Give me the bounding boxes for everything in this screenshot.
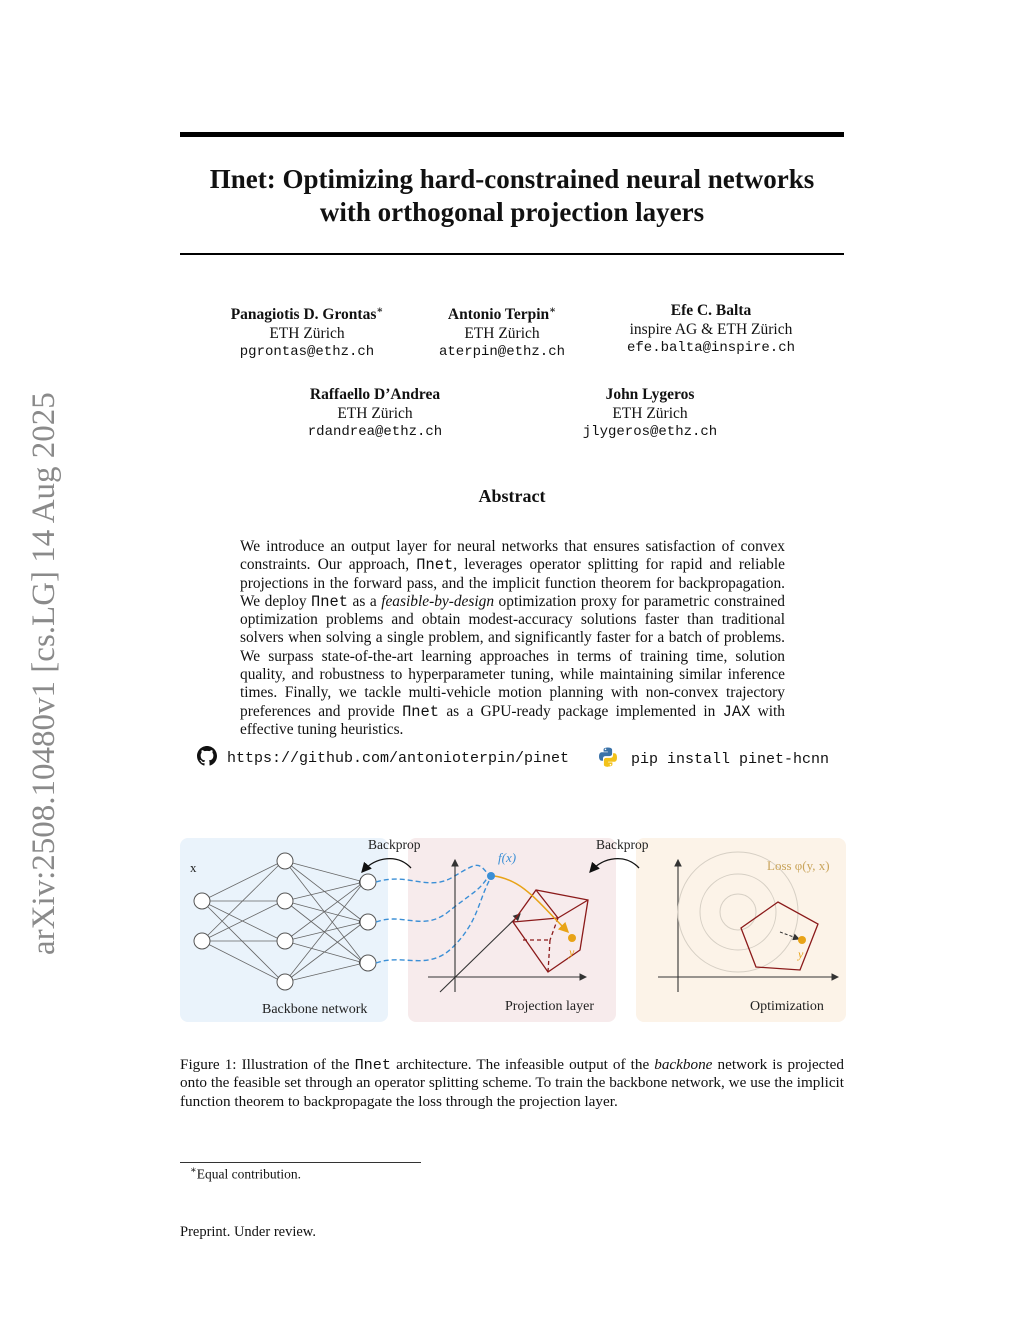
y-label-1: y xyxy=(569,945,575,959)
projected-point xyxy=(568,934,576,942)
github-link-row[interactable] xyxy=(197,746,569,767)
input-label: x xyxy=(190,860,197,875)
github-icon xyxy=(197,746,217,766)
pinet-code: Πnet xyxy=(311,592,348,611)
abstract-body: We introduce an output layer for neural networks that ensures satisfaction of convex constraints. Our approach, Πnet, leverages operator splitting for rapid and reliable projections in the forward pass, and the implicit function theorem for backpropagation. We deploy Πnet as a feasible-by-design optimization proxy for parametric constrained optimization problems and obtain modest-accuracy solutions faster than traditional solvers when solving a single problem, and significantly faster for a batch of problems. We surpass state-of-the-art learning approaches in terms of training time, solution quality, and robustness to hyperparameter tuning, while maintaining similar inference times. Finally, we tackle multi-vehicle motion planning with non-convex trajectory preferences and provide Πnet as a GPU-ready package implemented in JAX with effective tuning heuristics. xyxy=(240,538,785,738)
pip-install-row xyxy=(597,746,829,768)
output-node xyxy=(360,914,376,930)
author-name: Panagiotis D. Grontas∗ xyxy=(230,305,384,324)
author-3 xyxy=(600,301,822,358)
figure-caption: Figure 1: Illustration of the Πnet architecture. The infeasible output of the backbone network is projected onto the feasible set through an operator splitting scheme. To train the backbone network, we use the implicit function theorem to backpropagate the loss through the projection layer. xyxy=(180,1056,844,1110)
input-node xyxy=(194,933,210,949)
backprop-label-1: Backprop xyxy=(368,837,421,852)
author-1 xyxy=(207,301,407,362)
f-label: f(x) xyxy=(498,850,517,865)
author-name: Efe C. Balta xyxy=(670,302,752,319)
author-affiliation: ETH Zürich xyxy=(612,405,688,422)
output-node xyxy=(360,955,376,971)
optimal-point xyxy=(798,936,806,944)
output-node xyxy=(360,874,376,890)
title-line-2: with orthogonal projection layers xyxy=(319,197,705,227)
jax-code: JAX xyxy=(722,702,751,721)
paper-title xyxy=(180,163,844,229)
author-email[interactable]: jlygeros@ethz.ch xyxy=(582,424,718,440)
author-email[interactable]: pgrontas@ethz.ch xyxy=(239,344,375,361)
author-email[interactable]: efe.balta@inspire.ch xyxy=(626,340,796,356)
infeasible-point xyxy=(487,872,495,880)
projection-panel xyxy=(408,838,616,1022)
author-5 xyxy=(560,385,740,442)
pip-command: pip install pinet-hcnn xyxy=(631,751,830,768)
hidden-node xyxy=(277,893,293,909)
panel-label-projection: Projection layer xyxy=(505,999,595,1014)
input-node xyxy=(194,893,210,909)
author-4 xyxy=(285,385,465,442)
hidden-node xyxy=(277,853,293,869)
author-affiliation: ETH Zürich xyxy=(337,405,413,422)
python-icon xyxy=(597,746,619,768)
hidden-node xyxy=(277,974,293,990)
author-affiliation: inspire AG & ETH Zürich xyxy=(629,321,793,338)
footnote-rule xyxy=(180,1162,421,1163)
author-name: John Lygeros xyxy=(605,386,695,403)
author-affiliation: ETH Zürich xyxy=(464,325,540,343)
y-label-2: y xyxy=(798,947,804,961)
panel-label-optimization: Optimization xyxy=(750,999,824,1014)
pinet-code: Πnet xyxy=(354,1056,392,1074)
author-2 xyxy=(412,301,592,362)
hidden-node xyxy=(277,933,293,949)
footnote: ∗Equal contribution. xyxy=(190,1165,302,1182)
preprint-notice: Preprint. Under review. xyxy=(180,1224,316,1240)
figure-1 xyxy=(178,832,848,1028)
github-url[interactable]: https://github.com/antonioterpin/pinet xyxy=(227,750,570,767)
author-name: Raffaello D’Andrea xyxy=(309,386,441,403)
pinet-code: Πnet xyxy=(402,702,440,721)
backprop-label-2: Backprop xyxy=(596,837,649,852)
pinet-code: Πnet xyxy=(416,556,454,575)
title-line-1: Πnet: Optimizing hard-constrained neural networks xyxy=(209,164,815,194)
title-top-rule xyxy=(180,132,844,137)
title-bottom-rule xyxy=(180,253,844,255)
author-name: Antonio Terpin∗ xyxy=(447,305,557,324)
author-email[interactable]: rdandrea@ethz.ch xyxy=(307,424,443,440)
panel-label-backbone: Backbone network xyxy=(262,1002,368,1017)
author-affiliation: ETH Zürich xyxy=(269,325,345,343)
loss-label: Loss φ(y, x) xyxy=(767,858,830,873)
abstract-heading: Abstract xyxy=(478,486,546,506)
arxiv-sidebar: arXiv:2508.10480v1 [cs.LG] 14 Aug 2025 xyxy=(26,392,62,955)
author-email[interactable]: aterpin@ethz.ch xyxy=(438,344,566,361)
